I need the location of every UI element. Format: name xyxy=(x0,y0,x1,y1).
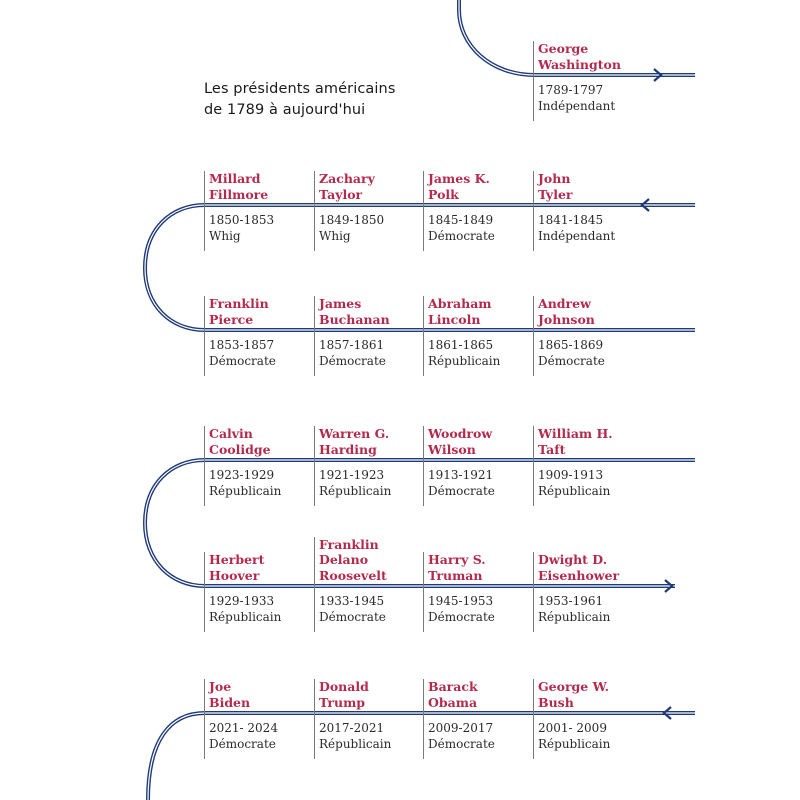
entry-divider xyxy=(533,41,534,121)
entry-divider xyxy=(423,426,424,506)
party-affiliation: Démocrate xyxy=(428,737,495,751)
president-name: Franklin Delano Roosevelt xyxy=(319,536,387,583)
entry-divider xyxy=(204,296,205,376)
president-name: Dwight D. Eisenhower xyxy=(538,552,620,583)
entry-divider xyxy=(204,426,205,506)
term-years: 1853-1857 xyxy=(209,338,275,352)
term-years: 1861-1865 xyxy=(428,338,494,352)
president-name: Joe Biden xyxy=(209,679,251,710)
term-years: 1857-1861 xyxy=(319,338,385,352)
president-name: James K. Polk xyxy=(428,171,490,202)
term-years: 1865-1869 xyxy=(538,338,604,352)
party-affiliation: Républicain xyxy=(209,610,282,624)
entry-divider xyxy=(423,552,424,632)
entry-divider xyxy=(204,171,205,251)
party-affiliation: Démocrate xyxy=(428,610,495,624)
entry-divider xyxy=(533,426,534,506)
party-affiliation: Indépendant xyxy=(538,99,616,113)
entry-divider xyxy=(423,679,424,759)
term-years: 1929-1933 xyxy=(209,594,275,608)
title-line-2: de 1789 à aujourd'hui xyxy=(204,102,366,118)
president-name: Andrew Johnson xyxy=(538,296,595,327)
term-years: 1789-1797 xyxy=(538,83,604,97)
term-years: 2009-2017 xyxy=(428,721,494,735)
party-affiliation: Républicain xyxy=(319,737,392,751)
president-name: Franklin Pierce xyxy=(209,296,269,327)
term-years: 2021- 2024 xyxy=(209,721,278,735)
entry-divider xyxy=(314,296,315,376)
entry-divider xyxy=(204,552,205,632)
party-affiliation: Démocrate xyxy=(319,354,386,368)
entry-divider xyxy=(533,552,534,632)
president-name: George W. Bush xyxy=(538,679,610,710)
term-years: 1913-1921 xyxy=(428,468,494,482)
president-name: Woodrow Wilson xyxy=(428,426,493,457)
entry-divider xyxy=(314,679,315,759)
party-affiliation: Démocrate xyxy=(209,737,276,751)
entry-divider xyxy=(314,426,315,506)
party-affiliation: Républicain xyxy=(319,484,392,498)
president-name: George Washington xyxy=(538,41,621,72)
president-name: Herbert Hoover xyxy=(209,552,265,583)
entry-divider xyxy=(314,171,315,251)
term-years: 1953-1961 xyxy=(538,594,604,608)
party-affiliation: Démocrate xyxy=(209,354,276,368)
party-affiliation: Whig xyxy=(319,229,351,243)
president-name: Barack Obama xyxy=(428,679,478,710)
entry-divider xyxy=(423,171,424,251)
entry-divider xyxy=(423,296,424,376)
president-name: John Tyler xyxy=(538,171,573,202)
term-years: 2001- 2009 xyxy=(538,721,607,735)
president-name: Zachary Taylor xyxy=(319,171,375,202)
president-name: Donald Trump xyxy=(319,679,369,710)
page-title xyxy=(204,79,395,121)
term-years: 1909-1913 xyxy=(538,468,604,482)
entry-divider xyxy=(533,171,534,251)
term-years: 1845-1849 xyxy=(428,213,494,227)
party-affiliation: Démocrate xyxy=(428,229,495,243)
title-line-1: Les présidents américains xyxy=(204,81,396,97)
party-affiliation: Démocrate xyxy=(319,610,386,624)
term-years: 1921-1923 xyxy=(319,468,385,482)
president-name: Abraham Lincoln xyxy=(428,296,492,327)
party-affiliation: Démocrate xyxy=(428,484,495,498)
term-years: 1849-1850 xyxy=(319,213,385,227)
president-name: Harry S. Truman xyxy=(428,552,486,583)
party-affiliation: Républicain xyxy=(538,610,611,624)
term-years: 1850-1853 xyxy=(209,213,275,227)
president-name: James Buchanan xyxy=(319,296,390,327)
president-name: Warren G. Harding xyxy=(319,426,390,457)
party-affiliation: Whig xyxy=(209,229,241,243)
president-name: Millard Fillmore xyxy=(209,171,269,202)
entry-divider xyxy=(533,679,534,759)
term-years: 1933-1945 xyxy=(319,594,385,608)
president-name: William H. Taft xyxy=(538,426,613,457)
term-years: 1945-1953 xyxy=(428,594,494,608)
entry-divider xyxy=(204,679,205,759)
entry-divider xyxy=(314,537,315,633)
party-affiliation: Indépendant xyxy=(538,229,616,243)
term-years: 1841-1845 xyxy=(538,213,604,227)
party-affiliation: Républicain xyxy=(538,737,611,751)
term-years: 2017-2021 xyxy=(319,721,385,735)
party-affiliation: Républicain xyxy=(209,484,282,498)
party-affiliation: Républicain xyxy=(538,484,611,498)
entry-divider xyxy=(533,296,534,376)
party-affiliation: Démocrate xyxy=(538,354,605,368)
term-years: 1923-1929 xyxy=(209,468,275,482)
president-name: Calvin Coolidge xyxy=(209,426,271,457)
party-affiliation: Républicain xyxy=(428,354,501,368)
